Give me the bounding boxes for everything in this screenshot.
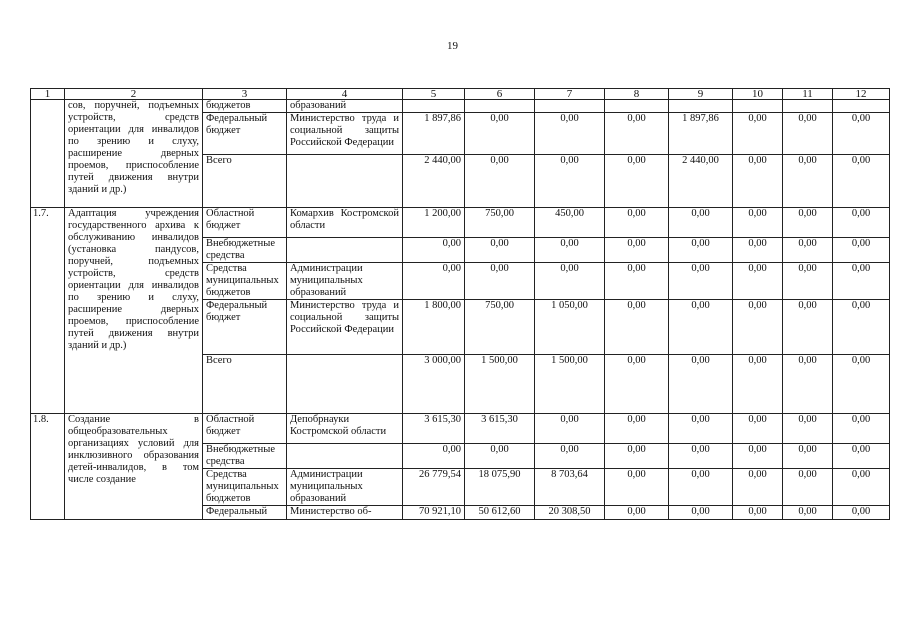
executor-cell: Министерство труда и социальной защиты Российской Федерации bbox=[287, 113, 403, 155]
amount-cell: 0,00 bbox=[605, 113, 669, 155]
amount-cell: 0,00 bbox=[605, 300, 669, 355]
amount-cell: 0,00 bbox=[535, 414, 605, 444]
amount-cell: 0,00 bbox=[605, 414, 669, 444]
amount-cell: 0,00 bbox=[833, 414, 890, 444]
executor-cell: Комархив Костромской области bbox=[287, 208, 403, 238]
amount-cell: 0,00 bbox=[535, 113, 605, 155]
column-number-cell: 8 bbox=[605, 89, 669, 100]
amount-cell: 1 800,00 bbox=[403, 300, 465, 355]
amount-cell: 26 779,54 bbox=[403, 469, 465, 506]
table-row bbox=[31, 100, 890, 113]
amount-cell: 0,00 bbox=[669, 506, 733, 520]
funding-source-cell: Внебюджетные средства bbox=[203, 238, 287, 263]
amount-cell: 0,00 bbox=[733, 506, 783, 520]
executor-cell: Министерство труда и социальной защиты Российской Федерации bbox=[287, 300, 403, 355]
item-description-cell: сов, поручней, подъемных устройств, средств ориентации для инвалидов по зрению и слуху, расширение дверных проемов, приспособление путей движения внутри зданий и др.) bbox=[65, 100, 203, 208]
amount-cell: 8 703,64 bbox=[535, 469, 605, 506]
amount-cell: 0,00 bbox=[535, 155, 605, 208]
amount-cell: 0,00 bbox=[783, 263, 833, 300]
amount-cell: 0,00 bbox=[833, 469, 890, 506]
funding-source-cell: Всего bbox=[203, 355, 287, 414]
amount-cell bbox=[833, 100, 890, 113]
funding-source-cell: Внебюджетные средства bbox=[203, 444, 287, 469]
amount-cell: 0,00 bbox=[605, 506, 669, 520]
item-index-cell bbox=[31, 100, 65, 208]
amount-cell: 0,00 bbox=[465, 263, 535, 300]
amount-cell: 0,00 bbox=[833, 506, 890, 520]
column-number-cell: 6 bbox=[465, 89, 535, 100]
column-number-cell: 9 bbox=[669, 89, 733, 100]
amount-cell: 0,00 bbox=[833, 113, 890, 155]
budget-table bbox=[30, 88, 890, 520]
amount-cell: 50 612,60 bbox=[465, 506, 535, 520]
amount-cell: 0,00 bbox=[605, 469, 669, 506]
column-number-row bbox=[31, 89, 890, 100]
table-row bbox=[31, 208, 890, 238]
column-number-cell: 5 bbox=[403, 89, 465, 100]
amount-cell bbox=[783, 100, 833, 113]
amount-cell: 0,00 bbox=[605, 355, 669, 414]
amount-cell: 3 000,00 bbox=[403, 355, 465, 414]
executor-cell bbox=[287, 238, 403, 263]
item-index-cell: 1.7. bbox=[31, 208, 65, 414]
amount-cell: 450,00 bbox=[535, 208, 605, 238]
amount-cell: 0,00 bbox=[783, 155, 833, 208]
amount-cell: 0,00 bbox=[733, 155, 783, 208]
column-number-cell: 11 bbox=[783, 89, 833, 100]
amount-cell: 3 615,30 bbox=[465, 414, 535, 444]
amount-cell: 750,00 bbox=[465, 300, 535, 355]
amount-cell: 1 897,86 bbox=[669, 113, 733, 155]
amount-cell: 1 500,00 bbox=[465, 355, 535, 414]
amount-cell: 0,00 bbox=[783, 238, 833, 263]
amount-cell: 0,00 bbox=[669, 238, 733, 263]
amount-cell: 0,00 bbox=[733, 208, 783, 238]
amount-cell: 0,00 bbox=[733, 444, 783, 469]
column-number-cell: 3 bbox=[203, 89, 287, 100]
amount-cell: 0,00 bbox=[733, 469, 783, 506]
executor-cell: Администрации муниципальных образований bbox=[287, 469, 403, 506]
amount-cell: 0,00 bbox=[833, 263, 890, 300]
funding-source-cell: Федеральный бюджет bbox=[203, 113, 287, 155]
funding-source-cell: Федеральный bbox=[203, 506, 287, 520]
table-row bbox=[31, 414, 890, 444]
amount-cell: 1 050,00 bbox=[535, 300, 605, 355]
amount-cell: 0,00 bbox=[833, 208, 890, 238]
executor-cell: Министерство об- bbox=[287, 506, 403, 520]
amount-cell: 0,00 bbox=[669, 300, 733, 355]
amount-cell: 0,00 bbox=[733, 300, 783, 355]
amount-cell: 0,00 bbox=[833, 238, 890, 263]
page-number: 19 bbox=[447, 40, 458, 52]
executor-cell: Депобрнауки Костромской области bbox=[287, 414, 403, 444]
amount-cell bbox=[403, 100, 465, 113]
amount-cell: 0,00 bbox=[833, 155, 890, 208]
amount-cell: 0,00 bbox=[465, 444, 535, 469]
amount-cell bbox=[669, 100, 733, 113]
amount-cell: 0,00 bbox=[669, 263, 733, 300]
executor-cell: Администрации муниципальных образований bbox=[287, 263, 403, 300]
executor-cell bbox=[287, 444, 403, 469]
column-number-cell: 4 bbox=[287, 89, 403, 100]
amount-cell: 0,00 bbox=[605, 155, 669, 208]
amount-cell: 2 440,00 bbox=[669, 155, 733, 208]
amount-cell: 0,00 bbox=[605, 208, 669, 238]
amount-cell: 0,00 bbox=[733, 355, 783, 414]
item-description-cell: Адаптация учреждения государственного архива к обслуживанию инвалидов (установка пандусов, поручней, подъемных устройств, средств ориентации для инвалидов по зрению и слуху, расширение дверных проемов, приспособление путей движения внутри зданий и др.) bbox=[65, 208, 203, 414]
amount-cell: 0,00 bbox=[783, 506, 833, 520]
amount-cell bbox=[465, 100, 535, 113]
amount-cell: 0,00 bbox=[783, 469, 833, 506]
funding-source-cell: Средства муниципальных бюджетов bbox=[203, 263, 287, 300]
amount-cell: 70 921,10 bbox=[403, 506, 465, 520]
funding-source-cell: Областной бюджет bbox=[203, 414, 287, 444]
amount-cell: 1 500,00 bbox=[535, 355, 605, 414]
amount-cell: 0,00 bbox=[465, 113, 535, 155]
funding-source-cell: Всего bbox=[203, 155, 287, 208]
amount-cell: 18 075,90 bbox=[465, 469, 535, 506]
amount-cell: 0,00 bbox=[403, 444, 465, 469]
amount-cell: 0,00 bbox=[669, 444, 733, 469]
funding-source-cell: Федеральный бюджет bbox=[203, 300, 287, 355]
executor-cell: образований bbox=[287, 100, 403, 113]
funding-source-cell: бюджетов bbox=[203, 100, 287, 113]
amount-cell: 750,00 bbox=[465, 208, 535, 238]
column-number-cell: 7 bbox=[535, 89, 605, 100]
column-number-cell: 10 bbox=[733, 89, 783, 100]
item-index-cell: 1.8. bbox=[31, 414, 65, 520]
amount-cell: 0,00 bbox=[535, 263, 605, 300]
amount-cell: 0,00 bbox=[783, 300, 833, 355]
amount-cell: 0,00 bbox=[783, 444, 833, 469]
amount-cell: 0,00 bbox=[605, 444, 669, 469]
column-number-cell: 1 bbox=[31, 89, 65, 100]
amount-cell: 0,00 bbox=[833, 355, 890, 414]
item-description-cell: Создание в общеобразовательных организациях условий для инклюзивного образования детей-инвалидов, в том числе создание bbox=[65, 414, 203, 520]
amount-cell: 0,00 bbox=[733, 113, 783, 155]
amount-cell: 0,00 bbox=[669, 355, 733, 414]
column-number-cell: 12 bbox=[833, 89, 890, 100]
amount-cell: 0,00 bbox=[465, 155, 535, 208]
amount-cell: 0,00 bbox=[465, 238, 535, 263]
column-number-cell: 2 bbox=[65, 89, 203, 100]
amount-cell bbox=[535, 100, 605, 113]
amount-cell: 0,00 bbox=[669, 469, 733, 506]
amount-cell bbox=[733, 100, 783, 113]
amount-cell bbox=[605, 100, 669, 113]
amount-cell: 0,00 bbox=[783, 208, 833, 238]
amount-cell: 0,00 bbox=[783, 113, 833, 155]
amount-cell: 0,00 bbox=[669, 208, 733, 238]
amount-cell: 0,00 bbox=[833, 300, 890, 355]
amount-cell: 0,00 bbox=[783, 414, 833, 444]
amount-cell: 0,00 bbox=[833, 444, 890, 469]
amount-cell: 1 200,00 bbox=[403, 208, 465, 238]
amount-cell: 0,00 bbox=[733, 414, 783, 444]
amount-cell: 0,00 bbox=[733, 238, 783, 263]
executor-cell bbox=[287, 155, 403, 208]
amount-cell: 0,00 bbox=[605, 263, 669, 300]
amount-cell: 2 440,00 bbox=[403, 155, 465, 208]
amount-cell: 0,00 bbox=[403, 263, 465, 300]
amount-cell: 1 897,86 bbox=[403, 113, 465, 155]
amount-cell: 0,00 bbox=[783, 355, 833, 414]
amount-cell: 3 615,30 bbox=[403, 414, 465, 444]
funding-source-cell: Средства муниципальных бюджетов bbox=[203, 469, 287, 506]
amount-cell: 0,00 bbox=[535, 444, 605, 469]
amount-cell: 0,00 bbox=[669, 414, 733, 444]
amount-cell: 0,00 bbox=[733, 263, 783, 300]
funding-source-cell: Областной бюджет bbox=[203, 208, 287, 238]
amount-cell: 0,00 bbox=[605, 238, 669, 263]
amount-cell: 20 308,50 bbox=[535, 506, 605, 520]
amount-cell: 0,00 bbox=[403, 238, 465, 263]
executor-cell bbox=[287, 355, 403, 414]
amount-cell: 0,00 bbox=[535, 238, 605, 263]
